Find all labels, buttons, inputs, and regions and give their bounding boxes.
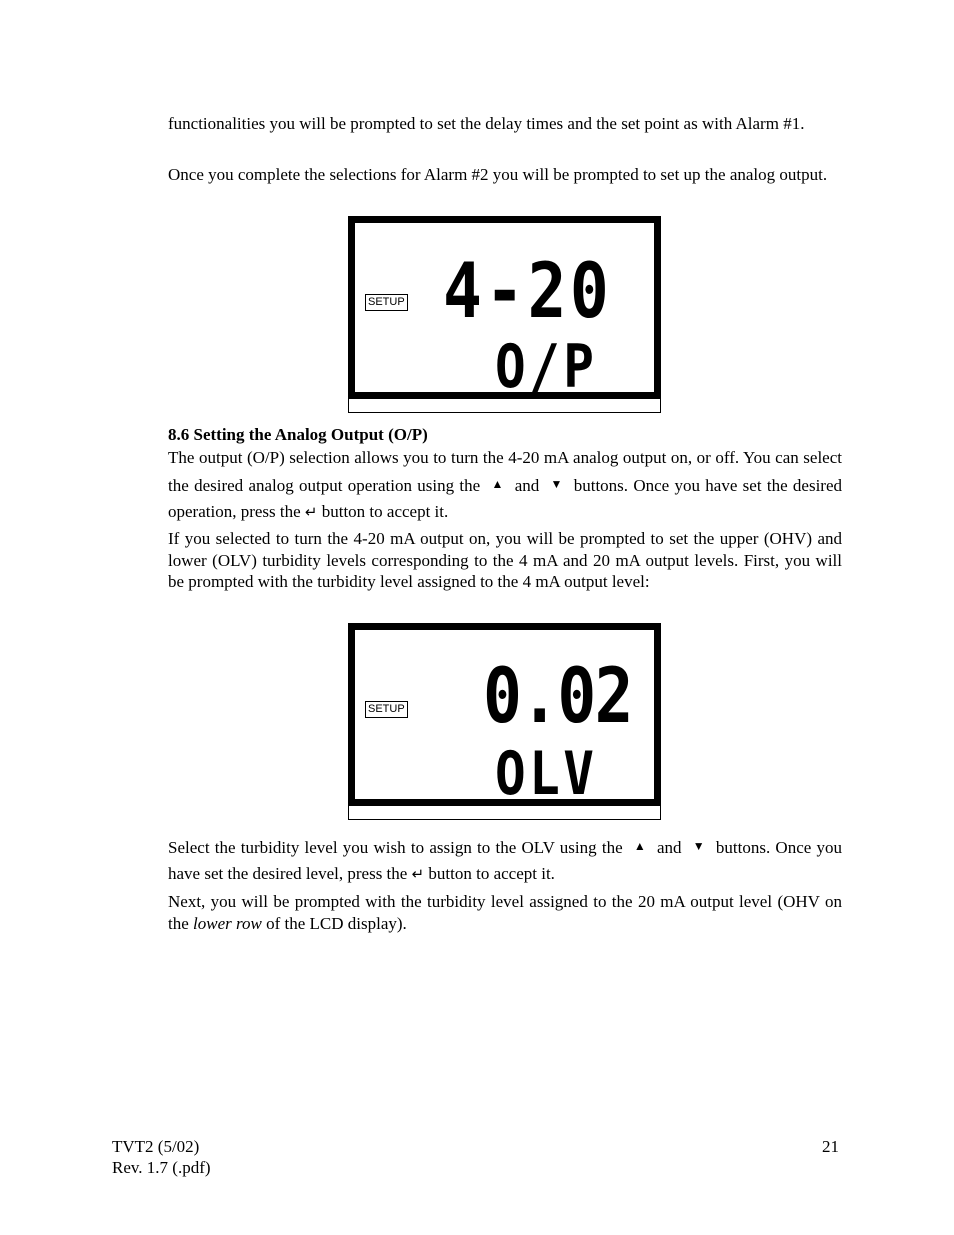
section-heading: 8.6 Setting the Analog Output (O/P)	[168, 425, 428, 444]
down-arrow-icon: ▼	[550, 477, 563, 491]
enter-icon: ↵	[304, 503, 318, 521]
lcd-top-readout: 4-20	[443, 246, 613, 335]
paragraph-ohv-next: Next, you will be prompted with the turbidity level assigned to the 20 mA output level (OHV on the lower row of the LCD display).	[168, 892, 842, 933]
footer-doc-info	[112, 1136, 211, 1178]
paragraph-alarm2-continuation: functionalities you will be prompted to set the delay times and the set point as with Alarm #1.	[168, 114, 805, 133]
lcd-base	[348, 806, 661, 820]
lcd-bottom-readout: O/P	[495, 332, 598, 402]
paragraph-ohv-olv: If you selected to turn the 4-20 mA output on, you will be prompted to set the upper (OHV) and lower (OLV) turbidity levels corresponding to the 4 mA and 20 mA output levels. First, you will be prompted with the turbidity level assigned to the 4 mA output level:	[168, 529, 842, 591]
footer-doc-id: TVT2 (5/02)	[112, 1137, 200, 1156]
footer-revision: Rev. 1.7 (.pdf)	[112, 1158, 211, 1177]
lcd-base	[348, 399, 661, 413]
page-number: 21	[822, 1137, 839, 1156]
enter-icon: ↵	[411, 865, 425, 883]
up-arrow-icon: ▲	[491, 477, 504, 491]
paragraph-output-selection: The output (O/P) selection allows you to turn the 4-20 mA analog output on, or off. You can select the desired analog output operation using the ▲ and ▼ buttons. Once you have set the desired operation, press the ↵ button to accept it.	[168, 448, 843, 521]
lcd-top-readout: 0.02	[483, 651, 632, 740]
lcd-display-4-20	[348, 216, 661, 413]
lcd-screen	[348, 623, 661, 809]
paragraph-analog-intro: Once you complete the selections for Alarm #2 you will be prompted to set up the analog output.	[168, 165, 828, 184]
setup-badge: SETUP	[365, 701, 408, 718]
down-arrow-icon: ▼	[692, 839, 705, 853]
lcd-bottom-readout: OLV	[495, 739, 598, 809]
lcd-display-0-02	[348, 623, 661, 820]
lcd-screen	[348, 216, 661, 402]
up-arrow-icon: ▲	[633, 839, 646, 853]
setup-badge: SETUP	[365, 294, 408, 311]
paragraph-olv-select: Select the turbidity level you wish to assign to the OLV using the ▲ and ▼ buttons. Once you have set the desired level, press the ↵ button to accept it.	[168, 833, 842, 887]
